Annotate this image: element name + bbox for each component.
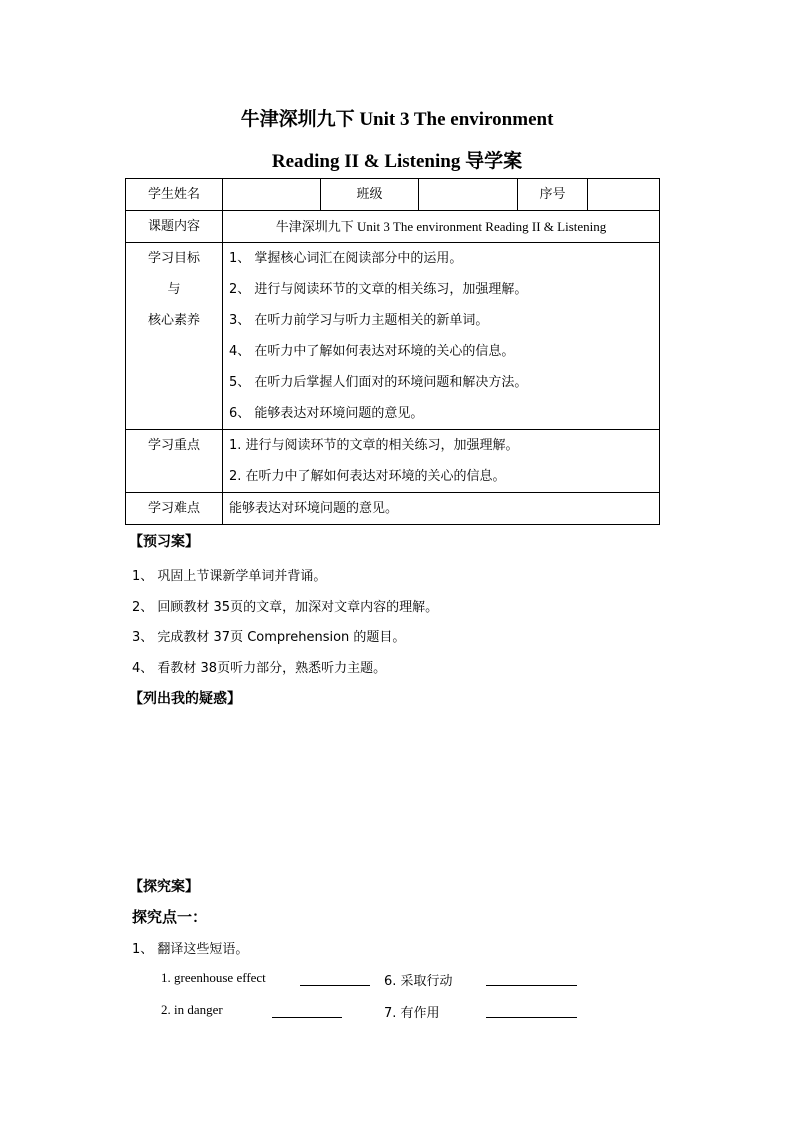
student-name-label: 学生姓名 xyxy=(126,179,223,211)
table-row xyxy=(126,243,660,430)
table-row xyxy=(126,211,660,243)
answer-blank[interactable] xyxy=(272,1017,342,1018)
topic-label: 课题内容 xyxy=(126,211,223,243)
key-points-list xyxy=(223,430,660,493)
difficulty-value: 能够表达对环境问题的意见。 xyxy=(223,493,660,525)
explore-heading: 【探究案】 xyxy=(129,879,199,895)
goal-item: 3、 在听力前学习与听力主题相关的新单词。 xyxy=(229,313,489,328)
table-row xyxy=(126,430,660,493)
number-label: 序号 xyxy=(518,179,588,211)
goal-item: 5、 在听力后掌握人们面对的环境问题和解决方法。 xyxy=(229,375,528,390)
doubts-heading: 【列出我的疑惑】 xyxy=(129,691,241,707)
class-field[interactable] xyxy=(419,179,518,211)
table-row xyxy=(126,179,660,211)
info-table xyxy=(125,178,660,525)
document-title: 牛津深圳九下 Unit 3 The environment xyxy=(240,109,554,130)
goal-item: 6、 能够表达对环境问题的意见。 xyxy=(229,406,424,421)
preview-item: 4、 看教材 38页听力部分，熟悉听力主题。 xyxy=(132,661,387,676)
preview-item: 3、 完成教材 37页 Comprehension 的题目。 xyxy=(132,630,406,645)
table-row xyxy=(126,493,660,525)
document-subtitle: Reading II & Listening 导学案 xyxy=(271,151,523,172)
goals-list xyxy=(223,243,660,430)
explore-point-title: 探究点一： xyxy=(132,908,208,926)
key-points-label: 学习重点 xyxy=(126,430,223,493)
phrase-item: 6. 采取行动 xyxy=(384,974,453,989)
answer-blank[interactable] xyxy=(300,985,370,986)
difficulty-label: 学习难点 xyxy=(126,493,223,525)
topic-value: 牛津深圳九下 Unit 3 The environment Reading II & Listening xyxy=(223,211,660,243)
goal-item: 2、 进行与阅读环节的文章的相关练习，加强理解。 xyxy=(229,282,528,297)
class-label: 班级 xyxy=(321,179,419,211)
key-point-item: 2. 在听力中了解如何表达对环境的关心的信息。 xyxy=(229,469,506,484)
phrase-item: 1. greenhouse effect xyxy=(161,970,266,985)
number-field[interactable] xyxy=(588,179,660,211)
goal-item: 4、 在听力中了解如何表达对环境的关心的信息。 xyxy=(229,344,515,359)
goals-label: 学习目标 与 核心素养 xyxy=(126,243,223,430)
key-point-item: 1. 进行与阅读环节的文章的相关练习，加强理解。 xyxy=(229,438,519,453)
answer-blank[interactable] xyxy=(486,985,577,986)
answer-blank[interactable] xyxy=(486,1017,577,1018)
task-instruction: 1、 翻译这些短语。 xyxy=(132,942,249,957)
goal-item: 1、 掌握核心词汇在阅读部分中的运用。 xyxy=(229,251,463,266)
phrase-item: 7. 有作用 xyxy=(384,1006,440,1021)
preview-heading: 【预习案】 xyxy=(129,534,199,550)
phrase-item: 2. in danger xyxy=(161,1002,223,1017)
preview-item: 1、 巩固上节课新学单词并背诵。 xyxy=(132,569,327,584)
preview-item: 2、 回顾教材 35页的文章，加深对文章内容的理解。 xyxy=(132,600,439,615)
student-name-field[interactable] xyxy=(223,179,321,211)
